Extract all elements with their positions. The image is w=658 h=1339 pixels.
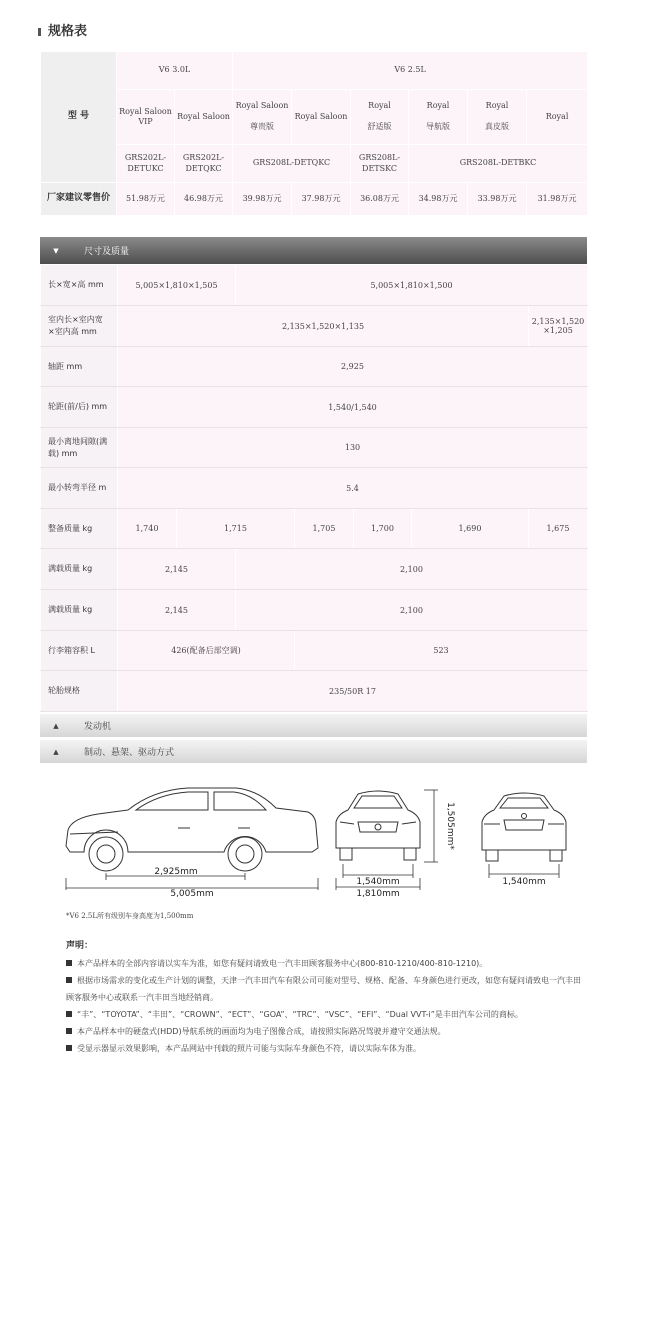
grade-cell: Royal Saloon VIP	[117, 90, 175, 145]
diagram-wheelbase-label: 2,925mm	[154, 867, 198, 877]
spec-header-table	[40, 51, 588, 216]
value-cell: 5.4	[118, 468, 588, 509]
price-cell: 51.98万元	[117, 183, 175, 216]
section-dimensions-label: 尺寸及质量	[84, 247, 130, 257]
engine-v6-30: V6 3.0L	[117, 52, 233, 90]
diagram-rear-tread-label: 1,540mm	[502, 877, 546, 887]
row-label: 满载质量 kg	[41, 549, 118, 590]
value-cell: 5,005×1,810×1,505	[118, 265, 236, 306]
table-row	[41, 671, 588, 712]
price-cell: 36.08万元	[351, 183, 409, 216]
value-cell: 1,700	[354, 509, 412, 549]
grade-cell: Royal 导航版	[409, 90, 468, 145]
disclaimer-heading: 声明：	[66, 941, 94, 951]
diagram-height-label: 1,505mm*	[445, 802, 455, 850]
grade-cell: Royal Saloon	[175, 90, 233, 145]
price-cell: 34.98万元	[409, 183, 468, 216]
caret-down-icon: ▼	[53, 246, 59, 255]
table-row	[41, 428, 588, 468]
price-cell: 33.98万元	[468, 183, 527, 216]
value-cell: 1,540/1,540	[118, 387, 588, 428]
code-cell: GRS208L- DETSKC	[351, 145, 409, 183]
dimension-lines	[66, 790, 559, 890]
value-cell: 130	[118, 428, 588, 468]
row-label: 轴距 mm	[41, 347, 118, 387]
grade-cell: Royal 舒适版	[351, 90, 409, 145]
table-row	[41, 306, 588, 347]
disclaimer-block	[66, 938, 586, 1057]
section-engine-label: 发动机	[84, 722, 112, 732]
value-cell: 2,135×1,520×1,135	[118, 306, 529, 347]
row-label: 长×宽×高 mm	[41, 265, 118, 306]
value-cell: 2,135×1,520 ×1,205	[529, 306, 588, 347]
grade-cell: Royal	[527, 90, 588, 145]
value-cell: 2,145	[118, 590, 236, 631]
section-brakes-toggle[interactable]	[40, 740, 587, 763]
grade-cell: Royal Saloon 尊贵版	[233, 90, 292, 145]
car-side-view	[66, 788, 318, 871]
value-cell: 2,925	[118, 347, 588, 387]
grade-cell: Royal 真皮版	[468, 90, 527, 145]
diagram-length-label: 5,005mm	[170, 889, 214, 898]
value-cell: 2,145	[118, 549, 236, 590]
section-dimensions-toggle[interactable]	[40, 237, 587, 264]
dimensions-table	[40, 264, 588, 712]
code-cell: GRS208L-DETQKC	[233, 145, 351, 183]
page-title: 规格表	[48, 23, 88, 39]
value-cell: 2,100	[236, 590, 588, 631]
code-cell: GRS202L- DETUKC	[117, 145, 175, 183]
engine-v6-25: V6 2.5L	[233, 52, 588, 90]
row-label: 满载质量 kg	[41, 590, 118, 631]
code-cell: GRS202L- DETQKC	[175, 145, 233, 183]
section-engine-toggle[interactable]	[40, 714, 587, 737]
table-row	[41, 347, 588, 387]
value-cell: 1,705	[295, 509, 354, 549]
row-label: 室内长×室内宽 ×室内高 mm	[41, 306, 118, 347]
code-cell: GRS208L-DETBKC	[409, 145, 588, 183]
table-row	[41, 549, 588, 590]
car-rear-view	[482, 793, 566, 861]
value-cell: 1,715	[177, 509, 295, 549]
section-brakes-label: 制动、悬架、驱动方式	[84, 748, 175, 758]
value-cell: 1,690	[412, 509, 529, 549]
vehicle-dimension-diagram	[58, 778, 578, 898]
heading-marker	[38, 28, 41, 36]
row-label: 轮胎规格	[41, 671, 118, 712]
value-cell: 235/50R 17	[118, 671, 588, 712]
row-label: 最小转弯半径 m	[41, 468, 118, 509]
page-heading	[38, 18, 87, 40]
caret-up-icon: ▲	[53, 747, 59, 756]
caret-up-icon: ▲	[53, 721, 59, 730]
height-footnote: *V6 2.5L所有级别车身高度为1,500mm	[66, 912, 194, 920]
list-item: 本产品样本的全部内容请以实车为准，如您有疑问请致电一汽丰田顾客服务中心(800-810-1210/400-810-1210)。	[66, 955, 586, 972]
car-front-view	[336, 791, 420, 860]
table-row	[41, 509, 588, 549]
table-row	[41, 590, 588, 631]
row-label: 最小离地间隙(满 载) mm	[41, 428, 118, 468]
price-cell: 46.98万元	[175, 183, 233, 216]
value-cell: 1,675	[529, 509, 588, 549]
value-cell: 523	[295, 631, 588, 671]
square-bullet-icon	[66, 977, 72, 983]
model-label: 型 号	[41, 52, 117, 183]
row-label: 轮距(前/后) mm	[41, 387, 118, 428]
diagram-front-tread-label: 1,540mm	[356, 877, 400, 887]
table-row	[41, 265, 588, 306]
square-bullet-icon	[66, 1011, 72, 1017]
list-item: “丰”、“TOYOTA”、“丰田”、“CROWN”、“ECT”、“GOA”、“TRC”、“VSC”、“EFI”、“Dual VVT-i”是丰田汽车公司的商标。	[66, 1006, 586, 1023]
row-label: 整备质量 kg	[41, 509, 118, 549]
row-label: 行李箱容积 L	[41, 631, 118, 671]
value-cell: 1,740	[118, 509, 177, 549]
list-item: 根据市场需求的变化或生产计划的调整，天津一汽丰田汽车有限公司可能对型号、规格、配备、车身颜色进行更改，如您有疑问请致电一汽丰田顾客服务中心或联系一汽丰田当地经销商。	[66, 976, 581, 1002]
price-cell: 37.98万元	[292, 183, 351, 216]
grade-cell: Royal Saloon	[292, 90, 351, 145]
square-bullet-icon	[66, 1028, 72, 1034]
list-item: 本产品样本中的硬盘式(HDD)导航系统的画面均为电子图像合成，请按照实际路况驾驶并遵守交通法规。	[66, 1023, 586, 1040]
price-cell: 39.98万元	[233, 183, 292, 216]
value-cell: 426(配备后部空调)	[118, 631, 295, 671]
table-row	[41, 468, 588, 509]
list-item: 受显示器显示效果影响，本产品网站中刊载的照片可能与实际车身颜色不符，请以实际车体为准。	[66, 1040, 586, 1057]
diagram-width-label: 1,810mm	[356, 889, 400, 898]
square-bullet-icon	[66, 1045, 72, 1051]
square-bullet-icon	[66, 960, 72, 966]
price-label: 厂家建议零售价	[41, 183, 117, 216]
table-row	[41, 631, 588, 671]
table-row	[41, 387, 588, 428]
value-cell: 2,100	[236, 549, 588, 590]
value-cell: 5,005×1,810×1,500	[236, 265, 588, 306]
price-cell: 31.98万元	[527, 183, 588, 216]
